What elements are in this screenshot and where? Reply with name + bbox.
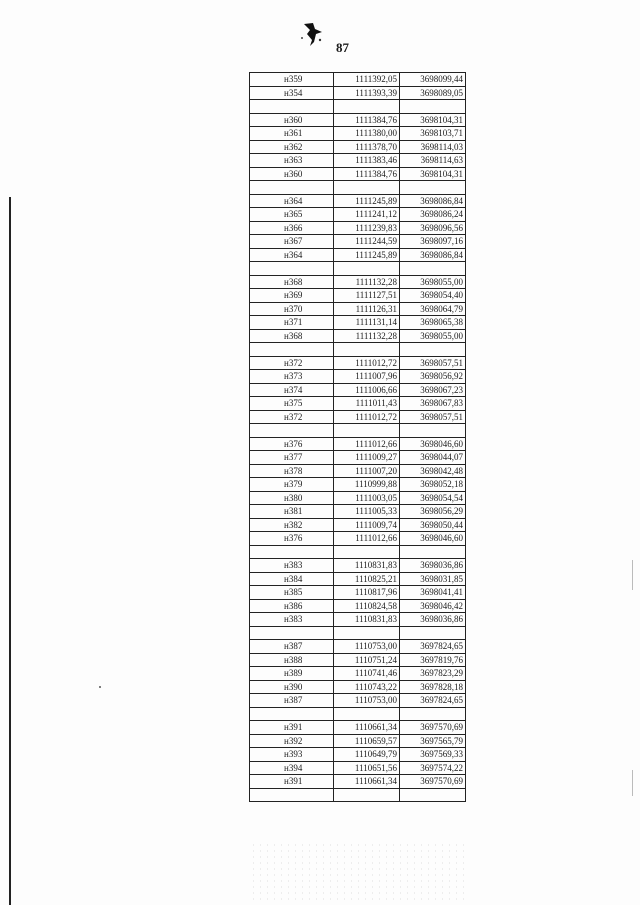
x-coordinate-cell: 1110817,96	[334, 586, 400, 600]
point-id-cell: н365	[250, 208, 334, 222]
scan-edge-mark	[632, 560, 633, 590]
y-coordinate-cell: 3698057,51	[400, 410, 466, 424]
empty-cell	[400, 262, 466, 276]
y-coordinate-cell: 3697823,29	[400, 667, 466, 681]
table-row	[250, 518, 466, 532]
x-coordinate-cell: 1111383,46	[334, 154, 400, 168]
table-row	[250, 329, 466, 343]
point-id-cell: н359	[250, 73, 334, 87]
page-number: 87	[336, 40, 349, 55]
empty-cell	[334, 424, 400, 438]
point-id-cell: н372	[250, 410, 334, 424]
x-coordinate-cell: 1111245,89	[334, 248, 400, 262]
table-row-separator	[250, 545, 466, 559]
empty-cell	[250, 788, 334, 802]
point-id-cell: н376	[250, 437, 334, 451]
point-id-cell: н368	[250, 275, 334, 289]
x-coordinate-cell: 1110743,22	[334, 680, 400, 694]
empty-cell	[250, 100, 334, 114]
x-coordinate-cell: 1111012,72	[334, 410, 400, 424]
x-coordinate-cell: 1110831,83	[334, 559, 400, 573]
y-coordinate-cell: 3697819,76	[400, 653, 466, 667]
point-id-cell: н378	[250, 464, 334, 478]
y-coordinate-cell: 3697570,69	[400, 721, 466, 735]
table-row	[250, 721, 466, 735]
empty-cell	[334, 100, 400, 114]
table-row	[250, 505, 466, 519]
point-id-cell: н366	[250, 221, 334, 235]
table-row	[250, 572, 466, 586]
scan-speck	[99, 686, 101, 688]
empty-cell	[400, 545, 466, 559]
table-row	[250, 235, 466, 249]
x-coordinate-cell: 1110659,57	[334, 734, 400, 748]
table-row	[250, 167, 466, 181]
table-row	[250, 397, 466, 411]
y-coordinate-cell: 3698104,31	[400, 167, 466, 181]
table-row	[250, 140, 466, 154]
empty-cell	[250, 626, 334, 640]
point-id-cell: н391	[250, 775, 334, 789]
table-row	[250, 559, 466, 573]
table-row	[250, 113, 466, 127]
empty-cell	[250, 545, 334, 559]
point-id-cell: н371	[250, 316, 334, 330]
table-row	[250, 667, 466, 681]
y-coordinate-cell: 3697569,33	[400, 748, 466, 762]
y-coordinate-cell: 3698103,71	[400, 127, 466, 141]
table-row	[250, 208, 466, 222]
table-row-separator	[250, 181, 466, 195]
x-coordinate-cell: 1110661,34	[334, 721, 400, 735]
y-coordinate-cell: 3698055,00	[400, 275, 466, 289]
table-row-separator	[250, 788, 466, 802]
table-row	[250, 275, 466, 289]
table-row	[250, 761, 466, 775]
point-id-cell: н390	[250, 680, 334, 694]
y-coordinate-cell: 3697824,65	[400, 640, 466, 654]
point-id-cell: н388	[250, 653, 334, 667]
x-coordinate-cell: 1111380,00	[334, 127, 400, 141]
point-id-cell: н377	[250, 451, 334, 465]
x-coordinate-cell: 1111005,33	[334, 505, 400, 519]
point-id-cell: н384	[250, 572, 334, 586]
table-row	[250, 640, 466, 654]
table-row	[250, 437, 466, 451]
empty-cell	[400, 707, 466, 721]
x-coordinate-cell: 1111131,14	[334, 316, 400, 330]
point-id-cell: н370	[250, 302, 334, 316]
y-coordinate-cell: 3697824,65	[400, 694, 466, 708]
y-coordinate-cell: 3698050,44	[400, 518, 466, 532]
x-coordinate-cell: 1111393,39	[334, 86, 400, 100]
y-coordinate-cell: 3698064,79	[400, 302, 466, 316]
y-coordinate-cell: 3698086,84	[400, 248, 466, 262]
y-coordinate-cell: 3698054,40	[400, 289, 466, 303]
point-id-cell: н387	[250, 694, 334, 708]
table-row	[250, 248, 466, 262]
x-coordinate-cell: 1111384,76	[334, 113, 400, 127]
y-coordinate-cell: 3698055,00	[400, 329, 466, 343]
empty-cell	[334, 181, 400, 195]
empty-cell	[400, 100, 466, 114]
point-id-cell: н375	[250, 397, 334, 411]
y-coordinate-cell: 3698041,41	[400, 586, 466, 600]
x-coordinate-cell: 1110651,56	[334, 761, 400, 775]
x-coordinate-cell: 1110831,83	[334, 613, 400, 627]
x-coordinate-cell: 1111012,72	[334, 356, 400, 370]
table-row	[250, 127, 466, 141]
point-id-cell: н367	[250, 235, 334, 249]
point-id-cell: н379	[250, 478, 334, 492]
table-row-separator	[250, 707, 466, 721]
y-coordinate-cell: 3698056,92	[400, 370, 466, 384]
x-coordinate-cell: 1110649,79	[334, 748, 400, 762]
table-row	[250, 478, 466, 492]
x-coordinate-cell: 1110753,00	[334, 640, 400, 654]
x-coordinate-cell: 1111132,28	[334, 275, 400, 289]
y-coordinate-cell: 3698104,31	[400, 113, 466, 127]
table-row-separator	[250, 100, 466, 114]
table-row	[250, 599, 466, 613]
empty-cell	[250, 707, 334, 721]
empty-cell	[334, 343, 400, 357]
empty-cell	[334, 545, 400, 559]
y-coordinate-cell: 3698114,63	[400, 154, 466, 168]
empty-cell	[334, 788, 400, 802]
empty-cell	[250, 424, 334, 438]
y-coordinate-cell: 3698067,83	[400, 397, 466, 411]
x-coordinate-cell: 1111012,66	[334, 532, 400, 546]
empty-cell	[400, 181, 466, 195]
point-id-cell: н380	[250, 491, 334, 505]
x-coordinate-cell: 1111126,31	[334, 302, 400, 316]
y-coordinate-cell: 3698036,86	[400, 613, 466, 627]
table-row	[250, 748, 466, 762]
x-coordinate-cell: 1110825,21	[334, 572, 400, 586]
table-row-separator	[250, 424, 466, 438]
empty-cell	[334, 707, 400, 721]
point-id-cell: н361	[250, 127, 334, 141]
y-coordinate-cell: 3698046,60	[400, 532, 466, 546]
point-id-cell: н364	[250, 194, 334, 208]
y-coordinate-cell: 3698056,29	[400, 505, 466, 519]
empty-cell	[250, 262, 334, 276]
y-coordinate-cell: 3698114,03	[400, 140, 466, 154]
point-id-cell: н363	[250, 154, 334, 168]
y-coordinate-cell: 3697574,22	[400, 761, 466, 775]
scan-border-line	[9, 197, 11, 905]
x-coordinate-cell: 1111132,28	[334, 329, 400, 343]
point-id-cell: н360	[250, 167, 334, 181]
x-coordinate-cell: 1110661,34	[334, 775, 400, 789]
x-coordinate-cell: 1111009,74	[334, 518, 400, 532]
x-coordinate-cell: 1111011,43	[334, 397, 400, 411]
empty-cell	[250, 343, 334, 357]
table-row	[250, 86, 466, 100]
empty-cell	[250, 181, 334, 195]
point-id-cell: н392	[250, 734, 334, 748]
table-row-separator	[250, 626, 466, 640]
table-row	[250, 613, 466, 627]
x-coordinate-cell: 1111241,12	[334, 208, 400, 222]
table-row-separator	[250, 262, 466, 276]
x-coordinate-cell: 1111007,96	[334, 370, 400, 384]
coordinates-table	[249, 72, 466, 802]
y-coordinate-cell: 3698097,16	[400, 235, 466, 249]
table-row	[250, 316, 466, 330]
y-coordinate-cell: 3698089,05	[400, 86, 466, 100]
point-id-cell: н382	[250, 518, 334, 532]
y-coordinate-cell: 3697570,69	[400, 775, 466, 789]
x-coordinate-cell: 1111009,27	[334, 451, 400, 465]
y-coordinate-cell: 3698042,48	[400, 464, 466, 478]
x-coordinate-cell: 1111384,76	[334, 167, 400, 181]
x-coordinate-cell: 1110999,88	[334, 478, 400, 492]
point-id-cell: н387	[250, 640, 334, 654]
table-row	[250, 410, 466, 424]
empty-cell	[400, 626, 466, 640]
scan-edge-mark	[632, 770, 633, 796]
x-coordinate-cell: 1110741,46	[334, 667, 400, 681]
table-row	[250, 491, 466, 505]
y-coordinate-cell: 3697828,18	[400, 680, 466, 694]
x-coordinate-cell: 1110824,58	[334, 599, 400, 613]
y-coordinate-cell: 3698096,56	[400, 221, 466, 235]
table-row	[250, 370, 466, 384]
point-id-cell: н376	[250, 532, 334, 546]
x-coordinate-cell: 1111012,66	[334, 437, 400, 451]
y-coordinate-cell: 3698036,86	[400, 559, 466, 573]
point-id-cell: н391	[250, 721, 334, 735]
empty-cell	[400, 343, 466, 357]
scan-artifact-mark	[298, 20, 328, 48]
table-row	[250, 734, 466, 748]
empty-cell	[334, 626, 400, 640]
point-id-cell: н354	[250, 86, 334, 100]
y-coordinate-cell: 3698067,23	[400, 383, 466, 397]
x-coordinate-cell: 1111003,05	[334, 491, 400, 505]
table-row	[250, 586, 466, 600]
x-coordinate-cell: 1110751,24	[334, 653, 400, 667]
empty-cell	[400, 788, 466, 802]
y-coordinate-cell: 3698046,42	[400, 599, 466, 613]
point-id-cell: н373	[250, 370, 334, 384]
x-coordinate-cell: 1111378,70	[334, 140, 400, 154]
x-coordinate-cell: 1111392,05	[334, 73, 400, 87]
x-coordinate-cell: 1110753,00	[334, 694, 400, 708]
table-row	[250, 383, 466, 397]
y-coordinate-cell: 3698099,44	[400, 73, 466, 87]
y-coordinate-cell: 3698086,84	[400, 194, 466, 208]
point-id-cell: н385	[250, 586, 334, 600]
point-id-cell: н383	[250, 559, 334, 573]
x-coordinate-cell: 1111007,20	[334, 464, 400, 478]
y-coordinate-cell: 3698031,85	[400, 572, 466, 586]
x-coordinate-cell: 1111244,59	[334, 235, 400, 249]
table-row	[250, 221, 466, 235]
y-coordinate-cell: 3698086,24	[400, 208, 466, 222]
table-row	[250, 775, 466, 789]
table-row	[250, 653, 466, 667]
table-row	[250, 302, 466, 316]
empty-cell	[400, 424, 466, 438]
table-row	[250, 154, 466, 168]
point-id-cell: н394	[250, 761, 334, 775]
point-id-cell: н362	[250, 140, 334, 154]
y-coordinate-cell: 3698065,38	[400, 316, 466, 330]
point-id-cell: н364	[250, 248, 334, 262]
point-id-cell: н369	[250, 289, 334, 303]
table-row	[250, 680, 466, 694]
point-id-cell: н389	[250, 667, 334, 681]
point-id-cell: н386	[250, 599, 334, 613]
y-coordinate-cell: 3698057,51	[400, 356, 466, 370]
table-row	[250, 73, 466, 87]
table-row	[250, 694, 466, 708]
y-coordinate-cell: 3698052,18	[400, 478, 466, 492]
table-row	[250, 356, 466, 370]
point-id-cell: н372	[250, 356, 334, 370]
scan-noise	[250, 842, 465, 902]
table-row	[250, 464, 466, 478]
y-coordinate-cell: 3698044,07	[400, 451, 466, 465]
table-row-separator	[250, 343, 466, 357]
y-coordinate-cell: 3697565,79	[400, 734, 466, 748]
x-coordinate-cell: 1111006,66	[334, 383, 400, 397]
x-coordinate-cell: 1111239,83	[334, 221, 400, 235]
x-coordinate-cell: 1111245,89	[334, 194, 400, 208]
y-coordinate-cell: 3698054,54	[400, 491, 466, 505]
x-coordinate-cell: 1111127,51	[334, 289, 400, 303]
empty-cell	[334, 262, 400, 276]
point-id-cell: н368	[250, 329, 334, 343]
point-id-cell: н383	[250, 613, 334, 627]
point-id-cell: н374	[250, 383, 334, 397]
point-id-cell: н360	[250, 113, 334, 127]
table-row	[250, 532, 466, 546]
y-coordinate-cell: 3698046,60	[400, 437, 466, 451]
table-row	[250, 451, 466, 465]
coordinates-table-wrapper	[249, 72, 465, 802]
point-id-cell: н381	[250, 505, 334, 519]
point-id-cell: н393	[250, 748, 334, 762]
table-row	[250, 194, 466, 208]
table-row	[250, 289, 466, 303]
